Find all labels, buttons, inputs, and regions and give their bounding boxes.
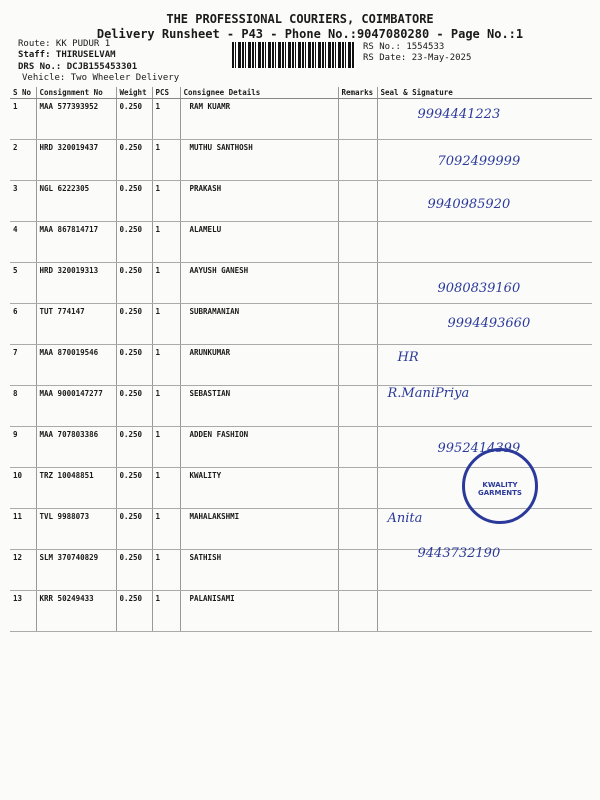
cell-pcs: 1 [152, 550, 180, 591]
vehicle: Vehicle: Two Wheeler Delivery [22, 73, 180, 83]
drs-number: DRS No.: DCJB155453301 [18, 62, 138, 72]
barcode [232, 42, 355, 68]
cell-wt: 0.250 [116, 345, 152, 386]
cell-pcs: 1 [152, 99, 180, 140]
cell-signature [377, 546, 592, 591]
table-row [10, 181, 592, 222]
handwritten-signature: 7092499999 [437, 154, 521, 169]
handwritten-signature: 9940985920 [427, 197, 511, 212]
cell-pcs: 1 [152, 509, 180, 550]
cell-pcs: 1 [152, 468, 180, 509]
table-row [10, 99, 592, 140]
table-row [10, 550, 592, 591]
table-row [10, 263, 592, 304]
cell-pcs: 1 [152, 263, 180, 304]
cell-remarks [338, 304, 377, 345]
runsheet-table [10, 87, 592, 632]
cell-cn: HRD 320019437 [36, 140, 116, 181]
cell-sno: 4 [10, 222, 36, 263]
cell-signature [377, 304, 592, 345]
cell-sno: 7 [10, 345, 36, 386]
cell-signature [377, 386, 592, 427]
runsheet-subtitle: Delivery Runsheet - P43 - Phone No.:9047080280 - Page No.:1 [96, 27, 524, 41]
cell-pcs: 1 [152, 140, 180, 181]
cell-pcs: 1 [152, 304, 180, 345]
table-row [10, 304, 592, 345]
handwritten-signature: 9080839160 [437, 281, 521, 296]
cell-cn: MAA 707803386 [36, 427, 116, 468]
handwritten-signature: 9443732190 [417, 546, 501, 561]
cell-signature [377, 99, 592, 140]
cell-signature [377, 591, 592, 632]
cell-wt: 0.250 [116, 222, 152, 263]
column-header: Weight [116, 87, 152, 99]
cell-remarks [338, 263, 377, 304]
column-header: S No [10, 87, 36, 99]
cell-wt: 0.250 [116, 99, 152, 140]
table-row [10, 345, 592, 386]
cell-sno: 1 [10, 99, 36, 140]
cell-wt: 0.250 [116, 509, 152, 550]
cell-wt: 0.250 [116, 550, 152, 591]
cell-cn: HRD 320019313 [36, 263, 116, 304]
cell-remarks [338, 140, 377, 181]
cell-wt: 0.250 [116, 181, 152, 222]
handwritten-signature: 9994493660 [447, 316, 531, 331]
cell-remarks [338, 181, 377, 222]
cell-name: SATHISH [180, 550, 338, 591]
cell-sno: 13 [10, 591, 36, 632]
cell-wt: 0.250 [116, 386, 152, 427]
cell-name: RAM KUAMR [180, 99, 338, 140]
cell-name: SUBRAMANIAN [180, 304, 338, 345]
cell-remarks [338, 345, 377, 386]
cell-name: MAHALAKSHMI [180, 509, 338, 550]
cell-remarks [338, 386, 377, 427]
cell-cn: MAA 870019546 [36, 345, 116, 386]
cell-sno: 12 [10, 550, 36, 591]
cell-pcs: 1 [152, 386, 180, 427]
cell-wt: 0.250 [116, 427, 152, 468]
cell-cn: TVL 9988073 [36, 509, 116, 550]
cell-wt: 0.250 [116, 263, 152, 304]
cell-remarks [338, 427, 377, 468]
company-title: THE PROFESSIONAL COURIERS, COIMBATORE [166, 12, 434, 26]
rs-number: RS No.: 1554533 [363, 42, 445, 52]
column-header: Consignment No [36, 87, 116, 99]
cell-sno: 2 [10, 140, 36, 181]
handwritten-signature: 9994441223 [417, 107, 501, 122]
cell-cn: MAA 9000147277 [36, 386, 116, 427]
cell-cn: MAA 867814717 [36, 222, 116, 263]
cell-wt: 0.250 [116, 304, 152, 345]
handwritten-signature: 9952414399 [437, 441, 521, 456]
cell-name: ADDEN FASHION [180, 427, 338, 468]
company-stamp: KWALITY GARMENTS [462, 448, 538, 524]
rs-date: RS Date: 23-May-2025 [363, 53, 472, 63]
cell-signature [377, 181, 592, 222]
cell-cn: NGL 6222305 [36, 181, 116, 222]
cell-remarks [338, 468, 377, 509]
cell-remarks [338, 591, 377, 632]
cell-remarks [338, 222, 377, 263]
cell-cn: TUT 774147 [36, 304, 116, 345]
cell-signature [377, 263, 592, 304]
cell-wt: 0.250 [116, 140, 152, 181]
cell-sno: 9 [10, 427, 36, 468]
cell-name: PRAKASH [180, 181, 338, 222]
handwritten-signature: R.ManiPriya [387, 386, 470, 401]
cell-pcs: 1 [152, 345, 180, 386]
cell-name: KWALITY [180, 468, 338, 509]
cell-wt: 0.250 [116, 468, 152, 509]
cell-name: ALAMELU [180, 222, 338, 263]
column-header: PCS [152, 87, 180, 99]
cell-signature [377, 222, 592, 263]
cell-remarks [338, 550, 377, 591]
cell-pcs: 1 [152, 591, 180, 632]
staff: Staff: THIRUSELVAM [18, 50, 116, 60]
cell-pcs: 1 [152, 222, 180, 263]
cell-remarks [338, 509, 377, 550]
cell-pcs: 1 [152, 181, 180, 222]
cell-signature [377, 345, 592, 386]
cell-cn: TRZ 10048851 [36, 468, 116, 509]
handwritten-signature: Anita [387, 511, 423, 526]
cell-name: SEBASTIAN [180, 386, 338, 427]
route: Route: KK PUDUR 1 [18, 39, 111, 49]
column-header: Consignee Details [180, 87, 338, 99]
cell-sno: 10 [10, 468, 36, 509]
handwritten-signature: HR [397, 350, 419, 365]
column-header: Seal & Signature [377, 87, 592, 99]
table-row [10, 386, 592, 427]
cell-wt: 0.250 [116, 591, 152, 632]
cell-cn: KRR 50249433 [36, 591, 116, 632]
cell-name: ARUNKUMAR [180, 345, 338, 386]
cell-pcs: 1 [152, 427, 180, 468]
cell-sno: 5 [10, 263, 36, 304]
cell-sno: 8 [10, 386, 36, 427]
cell-signature [377, 140, 592, 181]
column-header: Remarks [338, 87, 377, 99]
cell-sno: 3 [10, 181, 36, 222]
cell-name: PALANISAMI [180, 591, 338, 632]
table-row [10, 591, 592, 632]
cell-name: MUTHU SANTHOSH [180, 140, 338, 181]
cell-cn: MAA 577393952 [36, 99, 116, 140]
table-row [10, 222, 592, 263]
table-row [10, 140, 592, 181]
cell-remarks [338, 99, 377, 140]
cell-sno: 11 [10, 509, 36, 550]
cell-sno: 6 [10, 304, 36, 345]
cell-name: AAYUSH GANESH [180, 263, 338, 304]
cell-cn: SLM 370740829 [36, 550, 116, 591]
